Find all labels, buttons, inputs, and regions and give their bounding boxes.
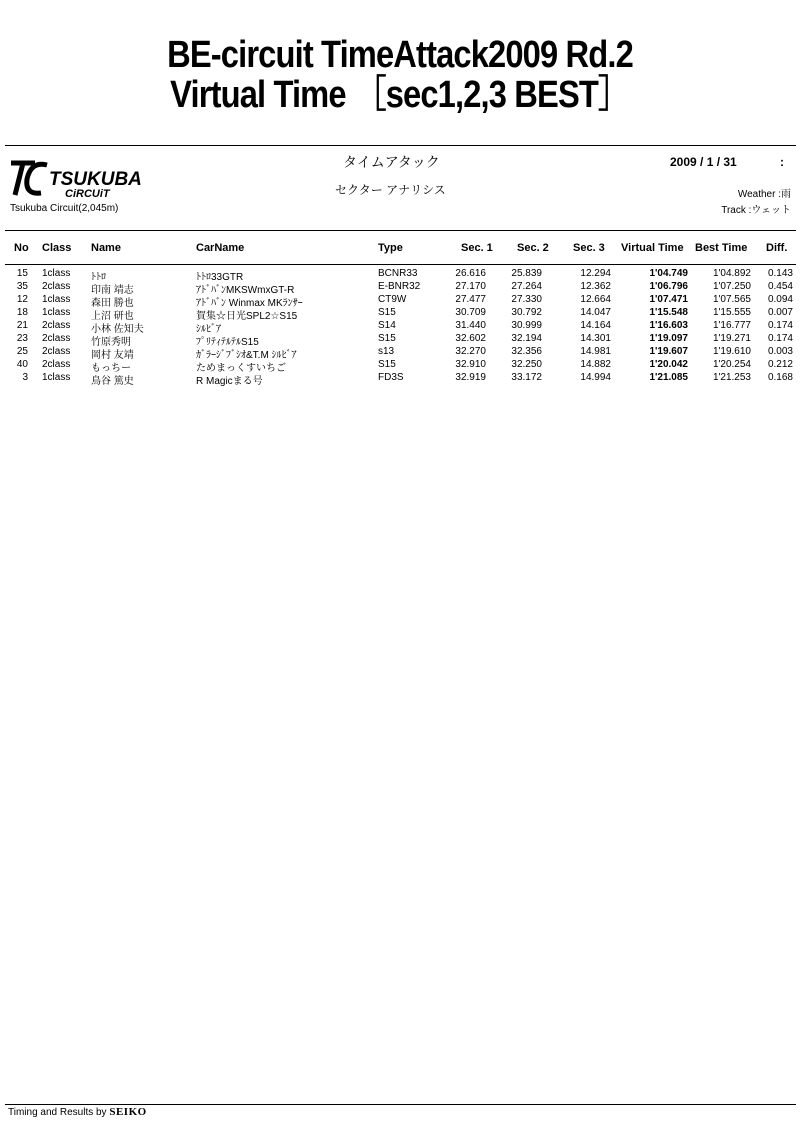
cell-type: FD3S bbox=[378, 372, 404, 383]
cell-s3: 14.994 bbox=[580, 372, 611, 383]
cell-vt: 1'19.607 bbox=[649, 346, 688, 357]
col-sec1: Sec. 1 bbox=[461, 242, 493, 254]
cell-name: 竹原秀明 bbox=[91, 337, 131, 348]
cell-s3: 14.882 bbox=[580, 359, 611, 370]
cell-name: 上沼 研也 bbox=[91, 311, 134, 322]
cell-vt: 1'16.603 bbox=[649, 320, 688, 331]
table-row bbox=[0, 372, 800, 385]
cell-bt: 1'16.777 bbox=[712, 320, 751, 331]
col-name: Name bbox=[91, 242, 121, 254]
cell-type: S14 bbox=[378, 320, 396, 331]
track-info: Track :ウェット bbox=[721, 205, 791, 216]
cell-s2: 33.172 bbox=[511, 372, 542, 383]
cell-type: S15 bbox=[378, 359, 396, 370]
event-date: 2009 / 1 / 31 bbox=[670, 155, 737, 169]
circuit-name: Tsukuba Circuit(2,045m) bbox=[10, 203, 119, 214]
seiko-brand: SEIKO bbox=[109, 1106, 147, 1118]
cell-no: 40 bbox=[16, 359, 28, 370]
cell-cls: 2class bbox=[42, 320, 71, 331]
cell-s1: 32.919 bbox=[455, 372, 486, 383]
cell-car: ｱﾄﾞﾊﾞﾝMKSWmxGT-R bbox=[196, 285, 295, 296]
cell-s1: 27.477 bbox=[455, 294, 486, 305]
cell-no: 3 bbox=[22, 372, 28, 383]
cell-s1: 32.602 bbox=[455, 333, 486, 344]
cell-s1: 31.440 bbox=[455, 320, 486, 331]
report-title-line1: BE-circuit TimeAttack2009 Rd.2 bbox=[167, 34, 633, 76]
col-virtual-time: Virtual Time bbox=[621, 242, 684, 254]
cell-vt: 1'19.097 bbox=[649, 333, 688, 344]
cell-cls: 1class bbox=[42, 294, 71, 305]
cell-cls: 2class bbox=[42, 281, 71, 292]
cell-s3: 14.301 bbox=[580, 333, 611, 344]
cell-s2: 30.999 bbox=[511, 320, 542, 331]
cell-vt: 1'20.042 bbox=[649, 359, 688, 370]
cell-no: 21 bbox=[16, 320, 28, 331]
cell-no: 25 bbox=[16, 346, 28, 357]
cell-bt: 1'19.271 bbox=[712, 333, 751, 344]
col-type: Type bbox=[378, 242, 403, 254]
footer bbox=[8, 1106, 147, 1118]
cell-s2: 32.250 bbox=[511, 359, 542, 370]
table-row bbox=[0, 320, 800, 333]
col-best-time: Best Time bbox=[695, 242, 748, 254]
cell-no: 12 bbox=[16, 294, 28, 305]
cell-bt: 1'19.610 bbox=[712, 346, 751, 357]
col-diff: Diff. bbox=[766, 242, 788, 254]
table-row bbox=[0, 294, 800, 307]
cell-s3: 14.164 bbox=[580, 320, 611, 331]
table-row bbox=[0, 281, 800, 294]
cell-s1: 30.709 bbox=[455, 307, 486, 318]
cell-type: BCNR33 bbox=[378, 268, 418, 279]
cell-type: CT9W bbox=[378, 294, 407, 305]
cell-diff: 0.143 bbox=[767, 268, 793, 279]
cell-no: 35 bbox=[16, 281, 28, 292]
cell-s3: 14.981 bbox=[580, 346, 611, 357]
cell-diff: 0.007 bbox=[767, 307, 793, 318]
cell-name: もっちー bbox=[91, 363, 131, 374]
cell-s2: 27.330 bbox=[511, 294, 542, 305]
col-sec3: Sec. 3 bbox=[573, 242, 605, 254]
cell-name: 森田 勝也 bbox=[91, 298, 134, 309]
cell-name: 岡村 友靖 bbox=[91, 350, 134, 361]
logo-text-main: TSUKUBA bbox=[49, 169, 142, 190]
cell-s1: 26.616 bbox=[455, 268, 486, 279]
cell-name: 印南 靖志 bbox=[91, 285, 134, 296]
cell-cls: 1class bbox=[42, 268, 71, 279]
cell-bt: 1'07.250 bbox=[712, 281, 751, 292]
table-top-rule bbox=[5, 230, 796, 231]
footer-rule bbox=[5, 1104, 796, 1105]
cell-vt: 1'21.085 bbox=[649, 372, 688, 383]
cell-vt: 1'06.796 bbox=[649, 281, 688, 292]
cell-car: ﾌﾟﾘﾃｨﾃﾙﾃﾙS15 bbox=[196, 337, 259, 348]
event-name: タイムアタック bbox=[343, 154, 440, 170]
cell-s1: 32.270 bbox=[455, 346, 486, 357]
col-carname: CarName bbox=[196, 242, 245, 254]
footer-text: Timing and Results by bbox=[8, 1107, 107, 1118]
cell-s2: 32.194 bbox=[511, 333, 542, 344]
cell-s3: 12.362 bbox=[580, 281, 611, 292]
cell-diff: 0.003 bbox=[767, 346, 793, 357]
cell-no: 15 bbox=[16, 268, 28, 279]
weather-info: Weather :雨 bbox=[737, 189, 791, 200]
logo-text-sub: CiRCUiT bbox=[65, 188, 110, 200]
cell-s3: 12.664 bbox=[580, 294, 611, 305]
header-top-rule bbox=[5, 145, 796, 146]
cell-diff: 0.094 bbox=[767, 294, 793, 305]
cell-s3: 12.294 bbox=[580, 268, 611, 279]
event-time: : bbox=[780, 155, 784, 169]
cell-vt: 1'07.471 bbox=[649, 294, 688, 305]
cell-diff: 0.454 bbox=[767, 281, 793, 292]
cell-type: S15 bbox=[378, 333, 396, 344]
cell-s2: 30.792 bbox=[511, 307, 542, 318]
cell-s3: 14.047 bbox=[580, 307, 611, 318]
cell-cls: 1class bbox=[42, 372, 71, 383]
cell-vt: 1'04.749 bbox=[649, 268, 688, 279]
cell-car: ｼﾙﾋﾞｱ bbox=[196, 324, 221, 335]
cell-diff: 0.168 bbox=[767, 372, 793, 383]
cell-type: E-BNR32 bbox=[378, 281, 421, 292]
report-type: セクター アナリシス bbox=[335, 183, 446, 197]
cell-diff: 0.174 bbox=[767, 320, 793, 331]
cell-vt: 1'15.548 bbox=[649, 307, 688, 318]
cell-s2: 32.356 bbox=[511, 346, 542, 357]
report-title-line2: Virtual Time ［sec1,2,3 BEST］ bbox=[170, 74, 630, 116]
cell-bt: 1'07.565 bbox=[712, 294, 751, 305]
cell-name: ﾄﾄﾛ bbox=[91, 272, 106, 283]
cell-s1: 32.910 bbox=[455, 359, 486, 370]
cell-bt: 1'21.253 bbox=[712, 372, 751, 383]
cell-car: 賀集☆日光SPL2☆S15 bbox=[196, 311, 298, 322]
tsukuba-circuit-logo bbox=[9, 155, 189, 201]
cell-cls: 1class bbox=[42, 307, 71, 318]
cell-car: ﾄﾄﾛ33GTR bbox=[196, 272, 244, 283]
col-no: No bbox=[14, 242, 29, 254]
col-sec2: Sec. 2 bbox=[517, 242, 549, 254]
cell-type: s13 bbox=[378, 346, 395, 357]
cell-cls: 2class bbox=[42, 333, 71, 344]
cell-bt: 1'15.555 bbox=[712, 307, 751, 318]
cell-no: 23 bbox=[16, 333, 28, 344]
table-row bbox=[0, 268, 800, 281]
table-header-rule bbox=[5, 264, 796, 265]
cell-car: ｶﾞﾗｰｼﾞﾌﾞｼｵ&T.M ｼﾙﾋﾞｱ bbox=[196, 350, 297, 361]
cell-bt: 1'04.892 bbox=[712, 268, 751, 279]
cell-car: ためまっくすいちご bbox=[196, 363, 286, 374]
cell-no: 18 bbox=[16, 307, 28, 318]
table-row bbox=[0, 346, 800, 359]
table-row bbox=[0, 307, 800, 320]
cell-type: S15 bbox=[378, 307, 396, 318]
table-row bbox=[0, 359, 800, 372]
cell-cls: 2class bbox=[42, 359, 71, 370]
cell-s1: 27.170 bbox=[455, 281, 486, 292]
cell-name: 小林 佐知夫 bbox=[91, 324, 144, 335]
col-class: Class bbox=[42, 242, 72, 254]
cell-car: R Magicまる号 bbox=[196, 376, 263, 387]
cell-diff: 0.212 bbox=[767, 359, 793, 370]
cell-cls: 2class bbox=[42, 346, 71, 357]
cell-car: ｱﾄﾞﾊﾞﾝ Winmax MKﾗﾝｻｰ bbox=[196, 298, 303, 309]
cell-name: 鳥谷 篤史 bbox=[91, 376, 134, 387]
cell-bt: 1'20.254 bbox=[712, 359, 751, 370]
table-row bbox=[0, 333, 800, 346]
cell-s2: 27.264 bbox=[511, 281, 542, 292]
cell-diff: 0.174 bbox=[767, 333, 793, 344]
cell-s2: 25.839 bbox=[511, 268, 542, 279]
